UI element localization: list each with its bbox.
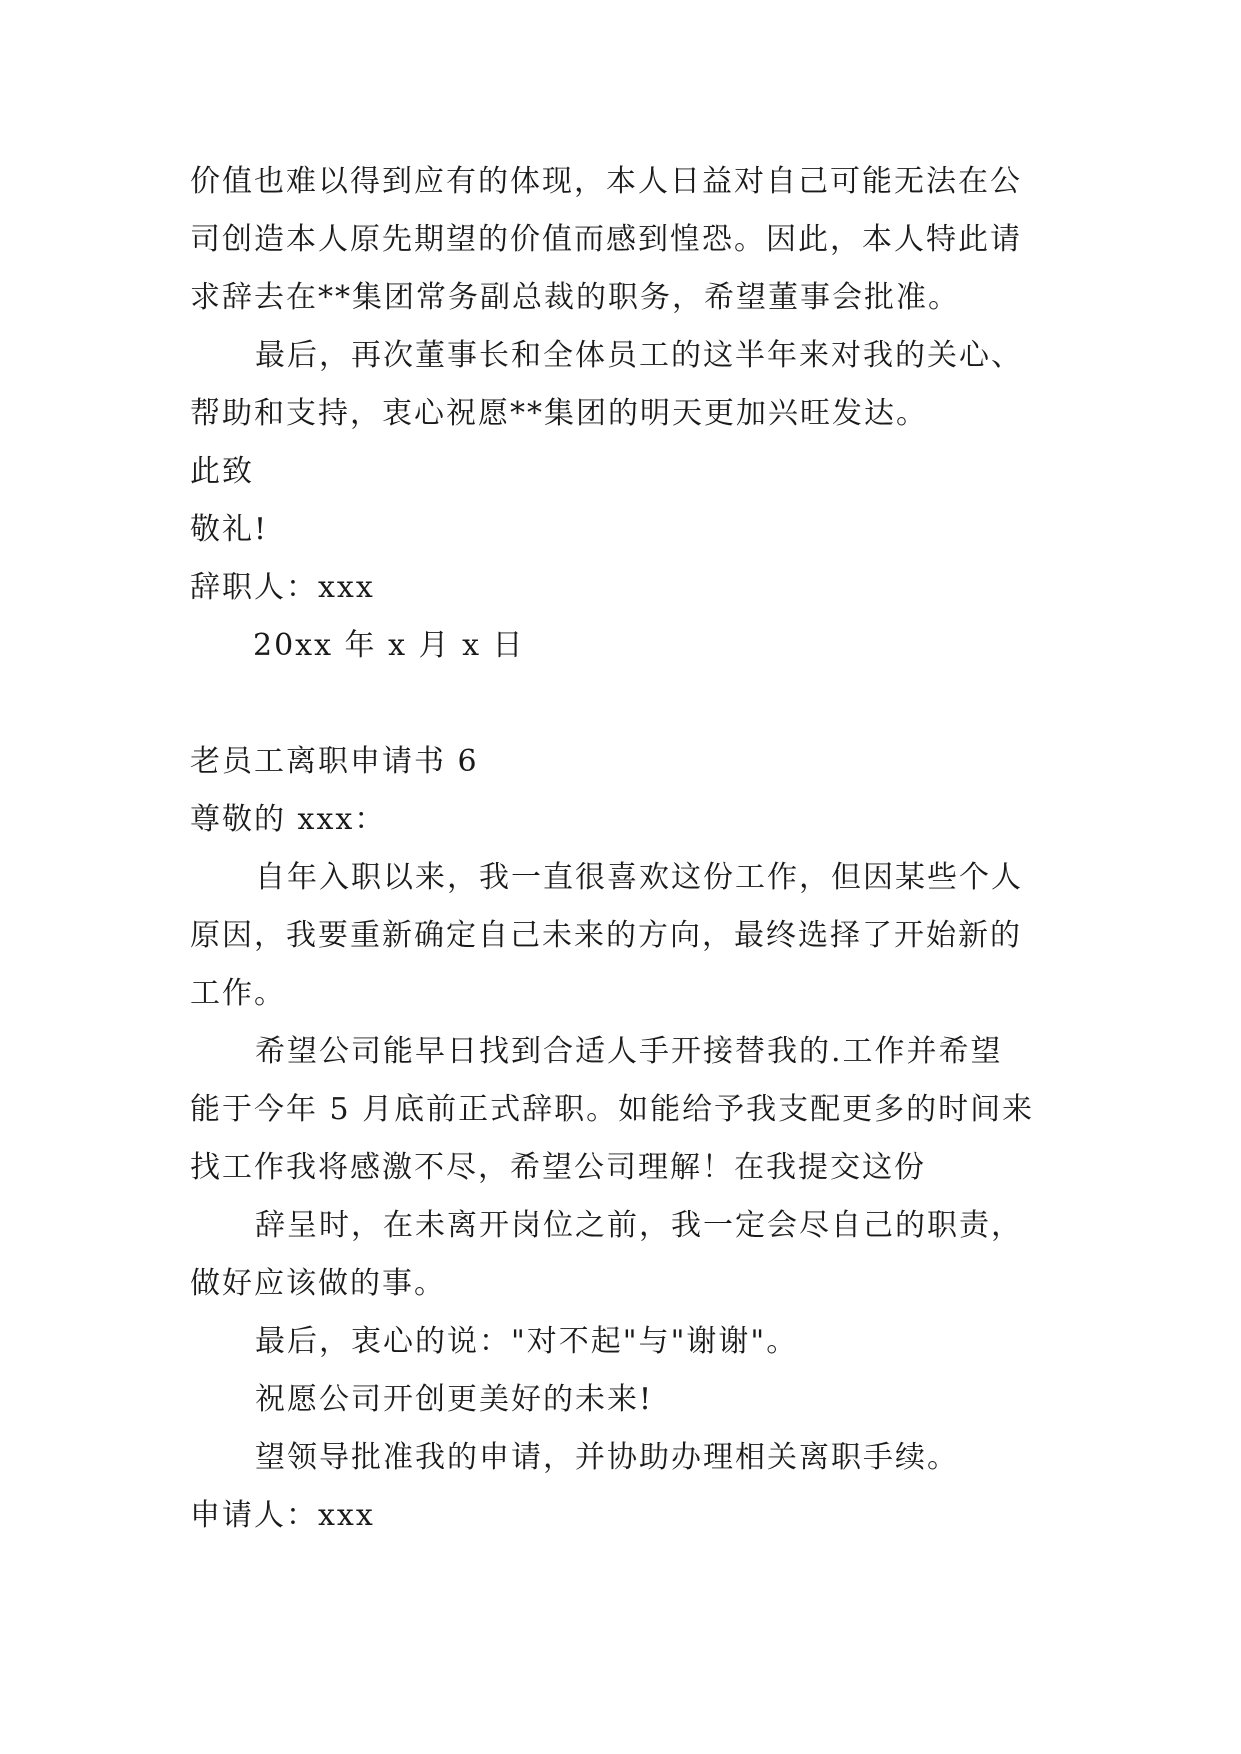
- letter2-line-4: 希望公司能早日找到合适人手开接替我的.工作并希望: [255, 1034, 1003, 1069]
- letter2-line-10: 祝愿公司开创更美好的未来!: [255, 1382, 654, 1417]
- letter2-line-1: 自年入职以来，我一直很喜欢这份工作，但因某些个人: [255, 860, 1023, 895]
- letter1-line-2: 司创造本人原先期望的价值而感到惶恐。因此，本人特此请: [190, 222, 1022, 257]
- letter2-line-9: 最后，衷心的说："对不起"与"谢谢"。: [255, 1324, 799, 1359]
- letter2-title: 老员工离职申请书 6: [190, 744, 479, 779]
- letter1-date: 20xx 年 x 月 x 日: [253, 628, 525, 663]
- letter2-line-5: 能于今年 5 月底前正式辞职。如能给予我支配更多的时间来: [190, 1092, 1035, 1127]
- letter2-line-7: 辞呈时，在未离开岗位之前，我一定会尽自己的职责，: [255, 1208, 1023, 1243]
- letter2-line-11: 望领导批准我的申请，并协助办理相关离职手续。: [255, 1440, 959, 1475]
- letter2-line-6: 找工作我将感激不尽，希望公司理解！在我提交这份: [190, 1150, 926, 1185]
- letter1-line-5: 帮助和支持，衷心祝愿**集团的明天更加兴旺发达。: [190, 396, 928, 431]
- letter1-closing: 此致: [190, 454, 254, 489]
- letter2-line-8: 做好应该做的事。: [190, 1266, 446, 1301]
- letter2-applicant: 申请人：xxx: [190, 1498, 375, 1533]
- letter1-line-3: 求辞去在**集团常务副总裁的职务，希望董事会批准。: [190, 280, 960, 315]
- letter1-line-1: 价值也难以得到应有的体现，本人日益对自己可能无法在公: [190, 164, 1022, 199]
- letter1-signer: 辞职人：xxx: [190, 570, 375, 605]
- letter1-salute: 敬礼!: [190, 512, 269, 547]
- letter2-line-2: 原因，我要重新确定自己未来的方向，最终选择了开始新的: [190, 918, 1022, 953]
- letter2-greeting: 尊敬的 xxx：: [190, 802, 387, 837]
- letter2-line-3: 工作。: [190, 976, 286, 1011]
- letter1-line-4: 最后，再次董事长和全体员工的这半年来对我的关心、: [255, 338, 1023, 373]
